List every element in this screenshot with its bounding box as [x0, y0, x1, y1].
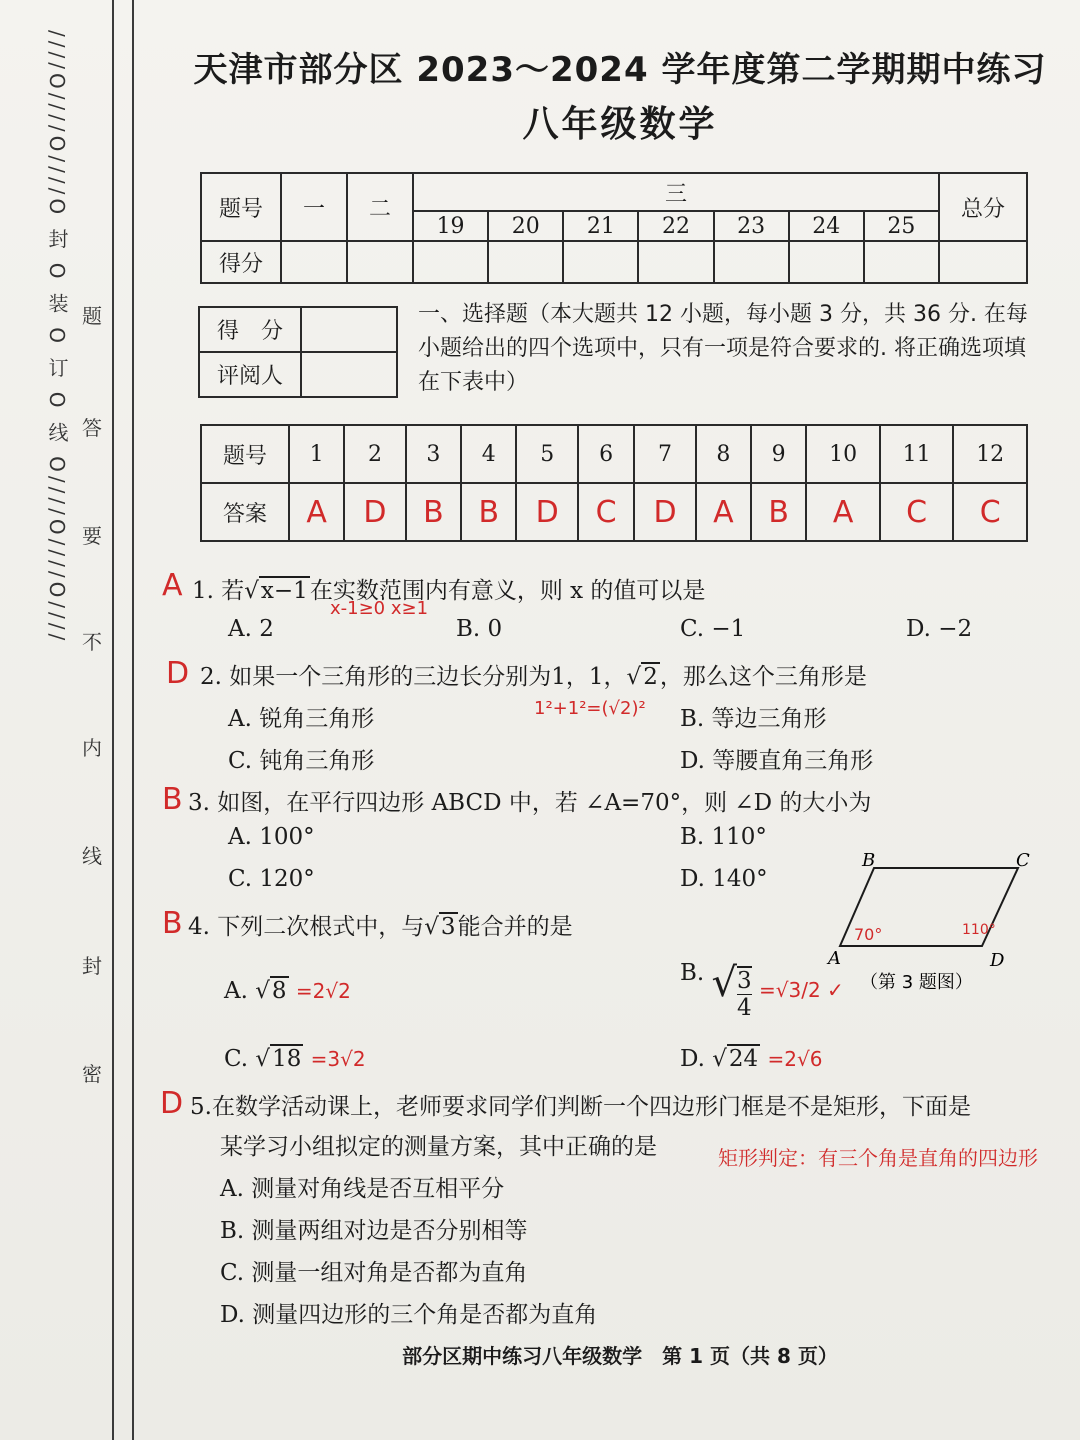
exam-subtitle: 八年级数学	[522, 104, 718, 145]
grader-reviewer-cell[interactable]	[301, 352, 397, 397]
q4-d-note: =2√6	[767, 1047, 823, 1071]
score-table	[200, 172, 1028, 284]
binding-line-outer	[132, 0, 134, 1440]
q3-option-a[interactable]: A. 100°	[228, 824, 315, 850]
q5-option-b[interactable]: B. 测量两组对边是否分别相等	[220, 1218, 528, 1244]
q4-c-radicand: 18	[272, 1046, 302, 1072]
q4-b-denominator: 4	[737, 995, 752, 1021]
q3-option-d[interactable]: D. 140°	[680, 866, 768, 892]
margin-char: 题	[82, 304, 102, 328]
q2-text-pre: 如果一个三角形的三边长分别为1，1，	[229, 664, 627, 690]
q4-option-c[interactable]: C. √18 =3√2	[224, 1046, 366, 1072]
vertex-b-label: B	[862, 850, 876, 871]
q1-option-d[interactable]: D. −2	[906, 616, 973, 642]
q4-text-post: 能合并的是	[457, 914, 573, 940]
q3-option-b[interactable]: B. 110°	[680, 824, 767, 850]
margin-char: 答	[82, 416, 102, 440]
score-cell[interactable]	[563, 241, 638, 283]
q4-stem: 4. 下列二次根式中，与√3能合并的是	[188, 914, 573, 940]
q4-d-label: D.	[680, 1046, 705, 1072]
q5-stem-line2: 某学习小组拟定的测量方案，其中正确的是	[220, 1134, 657, 1160]
q3-number: 3.	[188, 790, 210, 816]
q4-text-pre: 下列二次根式中，与	[217, 914, 425, 940]
vertex-d-label: D	[990, 950, 1005, 971]
answer-no: 6	[578, 425, 634, 483]
q4-a-note: =2√2	[295, 979, 351, 1003]
section1-heading: 一、选择题（本大题共 12 小题，每小题 3 分，共 36 分. 在每小题给出的四个选项中，只有一项是符合要求的. 将正确选项填在下表中）	[418, 302, 1028, 395]
q4-number: 4.	[188, 914, 210, 940]
q5-option-d[interactable]: D. 测量四边形的三个角是否都为直角	[220, 1302, 598, 1328]
answer-cell[interactable]: A	[289, 483, 344, 541]
vertex-a-label: A	[828, 948, 841, 969]
no-answer-zone-text	[82, 300, 112, 1400]
grader-table	[198, 306, 398, 398]
q4-option-d[interactable]: D. √24 =2√6	[680, 1046, 823, 1072]
vertex-c-label: C	[1016, 850, 1030, 871]
q4-a-label: A.	[224, 978, 248, 1004]
score-cell[interactable]	[638, 241, 713, 283]
q1-stem: 1. 若√x−1在实数范围内有意义，则 x 的值可以是	[192, 578, 706, 604]
q5-mark: D	[160, 1086, 184, 1121]
answer-cell[interactable]: A	[806, 483, 880, 541]
q1-text-post: 在实数范围内有意义，则 x 的值可以是	[309, 578, 706, 604]
answer-label-no: 题号	[201, 425, 289, 483]
q2-option-a[interactable]: A. 锐角三角形	[228, 706, 375, 732]
exam-title: 天津市部分区 2023～2024 学年度第二学期期中练习	[193, 50, 1047, 90]
q5-note: 矩形判定：有三个角是直角的四边形	[718, 1146, 1038, 1170]
q1-radicand: x−1	[260, 578, 308, 604]
answer-cell[interactable]: C	[953, 483, 1027, 541]
q4-radicand: 3	[440, 914, 456, 940]
q1-option-b[interactable]: B. 0	[456, 616, 503, 642]
q2-stem: 2. 如果一个三角形的三边长分别为1，1，√2，那么这个三角形是	[200, 664, 867, 690]
score-row-label: 得分	[201, 241, 281, 283]
answer-no: 11	[880, 425, 954, 483]
answer-no: 5	[516, 425, 578, 483]
score-sub: 21	[563, 211, 638, 241]
seal-line-text: ////O////O////O 封 O 装 O 订 O 线 O////O////O////	[45, 30, 69, 645]
q4-option-b[interactable]: B. √ $\frac{3}{4}$ =√3/2 ✓	[680, 960, 844, 1021]
q2-radicand: 2	[643, 664, 658, 690]
q4-c-label: C.	[224, 1046, 249, 1072]
q1-mark: A	[162, 568, 183, 603]
q4-mark: B	[162, 906, 183, 941]
margin-char: 要	[82, 524, 102, 548]
score-sub: 24	[789, 211, 864, 241]
q4-b-label: B.	[680, 960, 705, 986]
score-header-no: 题号	[201, 173, 281, 241]
answer-cell[interactable]: B	[751, 483, 806, 541]
score-cell[interactable]	[347, 241, 413, 283]
score-cell[interactable]	[939, 241, 1027, 283]
q1-note: x-1≥0 x≥1	[330, 598, 429, 619]
margin-char: 线	[82, 844, 102, 868]
answer-no: 7	[634, 425, 696, 483]
answer-no: 1	[289, 425, 344, 483]
score-cell[interactable]	[413, 241, 488, 283]
q1-option-a[interactable]: A. 2	[228, 616, 274, 642]
score-sub: 22	[638, 211, 713, 241]
q2-option-b[interactable]: B. 等边三角形	[680, 706, 827, 732]
q4-c-note: =3√2	[310, 1047, 366, 1071]
score-sub: 19	[413, 211, 488, 241]
q4-option-a[interactable]: A. √8 =2√2	[224, 978, 351, 1004]
q5-text-line1: 在数学活动课上，老师要求同学们判断一个四边形门框是不是矩形，下面是	[211, 1094, 971, 1120]
q5-option-a[interactable]: A. 测量对角线是否互相平分	[220, 1176, 505, 1202]
q5-number: 5.	[190, 1094, 212, 1120]
page-footer: 部分区期中练习八年级数学 第 1 页（共 8 页）	[402, 1344, 838, 1368]
answer-no: 12	[953, 425, 1027, 483]
grader-score-cell[interactable]	[301, 307, 397, 352]
score-cell[interactable]	[281, 241, 347, 283]
answer-no: 3	[406, 425, 461, 483]
angle-d-note: 110°	[962, 922, 996, 938]
margin-char: 内	[82, 736, 102, 760]
q4-a-radicand: 8	[271, 978, 287, 1004]
score-sub: 25	[864, 211, 939, 241]
answer-table	[200, 424, 1028, 542]
score-header-2: 二	[347, 173, 413, 241]
q3-parallelogram-figure	[830, 848, 1040, 998]
binding-line-inner	[112, 0, 114, 1440]
score-cell[interactable]	[714, 241, 789, 283]
q4-b-note: =√3/2 ✓	[758, 978, 844, 1002]
q2-note: 1²+1²=(√2)²	[534, 698, 646, 719]
score-sub: 20	[488, 211, 563, 241]
q4-d-radicand: 24	[728, 1046, 759, 1072]
answer-cell[interactable]: B	[406, 483, 461, 541]
q3-text: 如图，在平行四边形 ABCD 中，若 ∠A=70°，则 ∠D 的大小为	[217, 790, 872, 816]
answer-no: 4	[461, 425, 516, 483]
score-cell[interactable]	[488, 241, 563, 283]
answer-cell[interactable]: B	[461, 483, 516, 541]
answer-no: 10	[806, 425, 880, 483]
score-sub: 23	[714, 211, 789, 241]
q5-stem-line1	[190, 1088, 971, 1121]
answer-no: 2	[344, 425, 406, 483]
q1-option-c[interactable]: C. −1	[680, 616, 746, 642]
answer-no: 8	[696, 425, 751, 483]
q3-figure-caption: （第 3 题图）	[860, 972, 973, 993]
grader-reviewer-label: 评阅人	[199, 352, 301, 397]
q3-mark: B	[162, 782, 183, 817]
margin-char: 封	[82, 954, 102, 978]
score-header-3: 三	[413, 173, 939, 211]
answer-cell[interactable]: D	[344, 483, 406, 541]
q2-text-post: ，那么这个三角形是	[659, 664, 867, 690]
answer-cell[interactable]: A	[696, 483, 751, 541]
q2-option-d[interactable]: D. 等腰直角三角形	[680, 748, 874, 774]
q4-b-numerator: 3	[737, 968, 752, 994]
margin-char: 密	[82, 1062, 102, 1086]
answer-cell[interactable]: D	[634, 483, 696, 541]
answer-cell[interactable]: C	[880, 483, 954, 541]
margin-char: 不	[82, 630, 102, 654]
answer-cell[interactable]: C	[578, 483, 634, 541]
q2-number: 2.	[200, 664, 222, 690]
q2-mark: D	[166, 656, 190, 691]
angle-a-note: 70°	[854, 925, 883, 944]
score-header-total: 总分	[939, 173, 1027, 241]
q2-option-c[interactable]: C. 钝角三角形	[228, 748, 375, 774]
answer-no: 9	[751, 425, 806, 483]
answer-label-ans: 答案	[201, 483, 289, 541]
grader-score-label: 得 分	[199, 307, 301, 352]
q3-option-c[interactable]: C. 120°	[228, 866, 315, 892]
q1-text-pre: 若	[221, 578, 245, 604]
score-header-1: 一	[281, 173, 347, 241]
answer-cell[interactable]: D	[516, 483, 578, 541]
score-cell[interactable]	[789, 241, 864, 283]
score-cell[interactable]	[864, 241, 939, 283]
q3-stem	[188, 784, 871, 817]
q5-option-c[interactable]: C. 测量一组对角是否都为直角	[220, 1260, 528, 1286]
q1-number: 1.	[192, 578, 214, 604]
